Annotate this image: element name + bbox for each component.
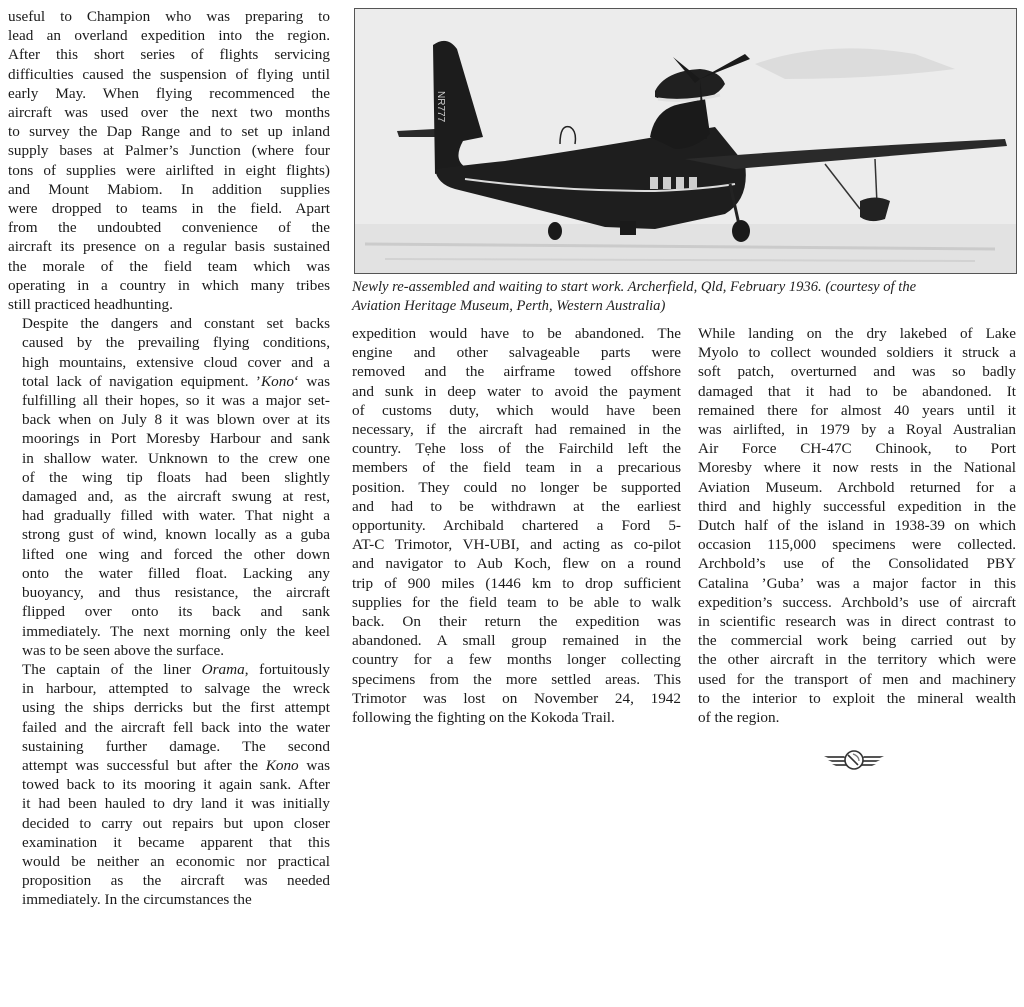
text-line: While landing on the dry lakebed of Lake (698, 325, 1016, 342)
text-line: expedition would have to be abandoned. The (352, 325, 681, 342)
text-line: abandoned. A small group remained in the (352, 632, 681, 650)
text-line: in shallow water. Unknown to the crew one (22, 449, 330, 467)
aircraft-illustration (355, 9, 1016, 273)
text-line: failed and the aircraft fell back into the water (22, 718, 330, 736)
column-1 (8, 7, 330, 910)
text-line: engine and other salvageable parts were (352, 344, 681, 362)
text-line: position. They could no longer be supported (352, 478, 681, 496)
text-line: necessary, if the aircraft had remained in the (352, 421, 681, 439)
text-line: strong gust of wind, known locally as a guba (22, 526, 330, 544)
text-line: aircraft was used over the next two months (8, 104, 330, 122)
text-line: in harbour, attempted to salvage the wreck (22, 680, 330, 698)
text-line: Air Force CH-47C Chinook, to Port (698, 440, 1016, 458)
text-line: third and highly successful expedition in the (698, 497, 1016, 515)
aircraft-photo (354, 8, 1017, 274)
text-line: still practiced headhunting. (8, 296, 173, 314)
text-line: was to be seen above the surface. (22, 641, 224, 659)
text-line: was airlifted, in 1979 by a Royal Australian (698, 421, 1016, 439)
text-line: sustaining further damage. The second (22, 737, 330, 755)
text-line: of the wing tip floats had been slightly (22, 468, 330, 486)
text-line: had gradually filled with water. That night a (22, 507, 330, 525)
text-line: The captain of the liner Orama, fortuitously (22, 660, 331, 678)
text-line: the commercial work being carried out by (698, 632, 1016, 650)
photo-caption (352, 278, 1022, 315)
text-line: attempt was successful but after the Kono was (22, 756, 330, 774)
text-line: buoyancy, and thus resistance, the aircraft (22, 584, 330, 602)
text-line: and had to be withdrawn at the earliest (352, 497, 681, 515)
text-line: country. Tẹhe loss of the Fairchild left the (352, 440, 681, 458)
text-line: opportunity. Archibald chartered a Ford 5- (352, 517, 681, 535)
text-line: After this short series of flights servicing (8, 46, 330, 64)
text-line: aircraft its presence on a regular basis sustained (8, 238, 330, 256)
paragraph (8, 7, 330, 314)
text-line: Archbold’s use of the Consolidated PBY (698, 555, 1016, 573)
text-line: following the fighting on the Kokoda Trail. (352, 709, 615, 727)
column-3 (698, 324, 1016, 727)
text-line: onto the water filled float. Lacking any (22, 564, 330, 582)
text-line: decided to carry out repairs but upon closer (22, 814, 330, 832)
text-line: to survey the Dap Range and to set up inland (8, 123, 330, 141)
text-line: early May. When flying recommenced the (8, 84, 330, 102)
text-line: used for the transport of men and machinery (698, 670, 1016, 688)
caption-line: Newly re-assembled and waiting to start work. Archerfield, Qld, February 1936. (courtesy of the (352, 279, 917, 295)
text-line: Myolo to collect wounded soldiers it struck a (698, 344, 1016, 362)
text-line: expedition’s success. Archbold’s use of aircraft (698, 593, 1016, 611)
text-line: Despite the dangers and constant set backs (22, 315, 330, 333)
text-line: back. On their return the expedition was (352, 613, 681, 631)
text-line: and sunk in deep water to avoid the payment (352, 382, 681, 400)
text-line: examination it became apparent that this (22, 833, 330, 851)
text-line: Trimotor was lost on November 24, 1942 (352, 689, 681, 707)
text-line: specimens from the more settled areas. This (352, 670, 681, 688)
text-line: damaged and, as the aircraft swung at rest, (22, 488, 330, 506)
text-line: trip of 900 miles (1446 km to drop sufficient (352, 574, 681, 592)
text-line: tons of supplies were airlifted in eight flights) (8, 161, 330, 179)
text-line: country for a few months longer collecting (352, 651, 681, 669)
caption-line: Aviation Heritage Museum, Perth, Western Australia) (352, 297, 666, 314)
text-line: removed and the airframe towed offshore (352, 363, 681, 381)
column-2 (352, 324, 681, 727)
text-line: immediately. The next morning only the keel (22, 622, 330, 640)
text-line: supply bases at Palmer’s Junction (where four (8, 142, 330, 160)
text-line: using the ships derricks but the first attempt (22, 699, 330, 717)
text-line: supplies for the field team to be able to walk (352, 593, 681, 611)
paragraph (8, 660, 330, 910)
text-line: proposition as the aircraft was needed (22, 872, 330, 890)
text-line: of customs duty, which would have been (352, 401, 681, 419)
text-line: useful to Champion who was preparing to (8, 8, 330, 25)
text-line: remained there for almost 40 years until it (698, 401, 1016, 419)
text-line: and navigator to Aub Koch, flew on a round (352, 555, 681, 573)
text-line: the other aircraft in the territory which were (698, 651, 1016, 669)
text-line: fulfilling all their hopes, so it was a major set- (22, 392, 330, 410)
text-line: it had been hauled to dry land it was initially (22, 795, 330, 813)
text-line: and Mount Mabiom. In addition supplies (8, 180, 330, 198)
text-line: would be neither an economic nor practical (22, 852, 330, 870)
text-line: Moresby where it now rests in the National (698, 459, 1016, 477)
winged-emblem-icon (822, 747, 886, 771)
text-line: difficulties caused the suspension of flying until (8, 65, 330, 83)
text-line: immediately. In the circumstances the (22, 891, 252, 909)
text-line: moorings in Port Moresby Harbour and sank (22, 430, 330, 448)
text-line: flipped over onto its back and sank (22, 603, 330, 621)
paragraph (698, 324, 1016, 727)
text-line: damaged that it had to be abandoned. It (698, 382, 1016, 400)
text-line: the morale of the field team which was (8, 257, 330, 275)
text-line: towed back to its mooring it again sank. After (22, 776, 330, 794)
text-line: were dropped to teams in the field. Apart (8, 200, 330, 218)
paragraph (8, 314, 330, 660)
text-line: AT-C Trimotor, VH-UBI, and acting as co-pilot (352, 536, 681, 554)
text-line: from the undoubted convenience of the (8, 219, 330, 237)
text-line: total lack of navigation equipment. ’Kono‘ was (22, 372, 330, 390)
text-line: back when on July 8 it was blown over at its (22, 411, 330, 429)
text-line: high mountains, extensive cloud cover and a (22, 353, 330, 371)
text-line: in scientific research was in direct contrast to (698, 613, 1016, 631)
paragraph (352, 324, 681, 727)
text-line: operating in a country in which many tribes (8, 276, 330, 294)
text-line: lead an overland expedition into the region. (8, 27, 330, 45)
tail-registration: NR777 (435, 91, 446, 123)
text-line: to the interior to exploit the mineral wealth (698, 689, 1016, 707)
text-line: soft patch, overturned and was so badly (698, 363, 1016, 381)
text-line: lifted one wing and forced the other down (22, 545, 330, 563)
text-line: Dutch half of the island in 1938-39 on which (698, 517, 1016, 535)
text-line: Catalina ’Guba’ was a major factor in this (698, 574, 1016, 592)
text-line: caused by the prevailing flying conditions, (22, 334, 330, 352)
text-line: members of the field team in a precarious (352, 459, 681, 477)
text-line: occasion 115,000 specimens were collected. (698, 536, 1016, 554)
text-line: of the region. (698, 709, 780, 727)
text-line: Aviation Museum. Archbold returned for a (698, 478, 1016, 496)
